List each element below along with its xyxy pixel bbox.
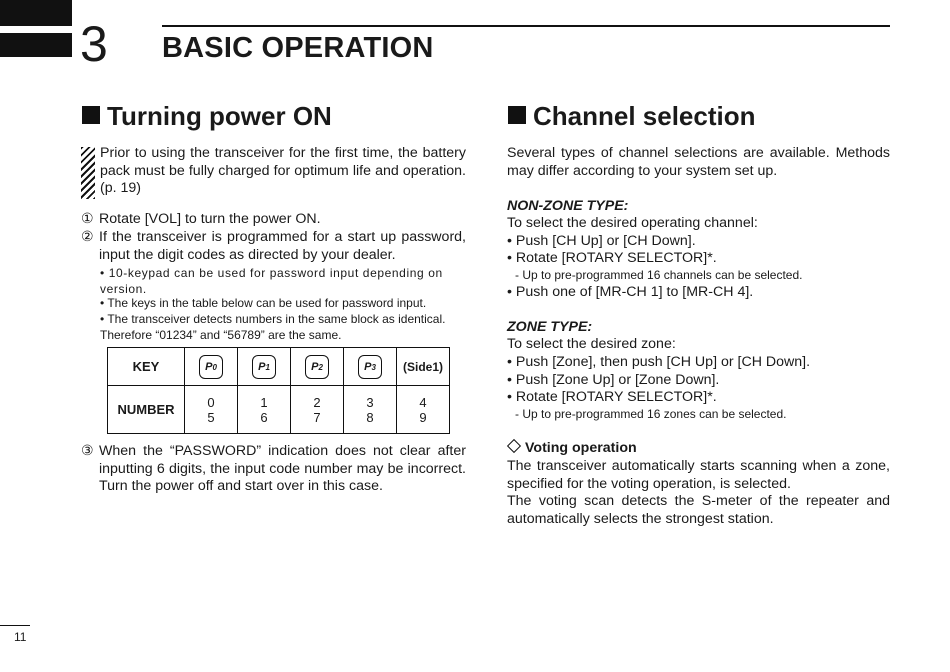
chapter-number: 3 (80, 16, 108, 72)
list-item: • Rotate [ROTARY SELECTOR]*. (507, 250, 717, 266)
p2-key-icon: P2 (305, 355, 329, 379)
key-subscript: 0 (212, 362, 217, 372)
square-bullet-icon (508, 106, 526, 124)
key-cell (185, 348, 238, 386)
password-key-table (107, 347, 450, 434)
voting-title (507, 440, 890, 458)
table-row (108, 348, 450, 386)
zone-intro: To select the desired zone: (507, 336, 676, 352)
digit: 7 (313, 409, 321, 425)
digit: 6 (260, 409, 268, 425)
channel-intro: Several types of channel selections are available. Methods may differ according to your system set up. (507, 145, 890, 179)
section-heading-text: Turning power ON (107, 101, 332, 131)
list-item: • Push one of [MR-CH 1] to [MR-CH 4]. (507, 284, 754, 300)
key-subscript: 3 (371, 362, 376, 372)
step-text: If the transceiver is programmed for a start up password, input the digit codes as directed by your dealer. (99, 229, 466, 263)
step-number: ① (81, 211, 94, 227)
chapter-title: BASIC OPERATION (162, 32, 434, 64)
section-heading-power (82, 100, 332, 132)
digit: 1 (260, 394, 268, 410)
key-subscript: 1 (265, 362, 270, 372)
step-number: ③ (81, 443, 94, 459)
number-cell (238, 386, 291, 434)
voting-paragraph: The voting scan detects the S-meter of the repeater and automatically selects the strongest station. (507, 493, 890, 527)
step-number: ② (81, 229, 94, 245)
number-cell (291, 386, 344, 434)
key-cell (291, 348, 344, 386)
voting-title-text: Voting operation (525, 440, 637, 456)
digit: 2 (313, 394, 321, 410)
key-subscript: 2 (318, 362, 323, 372)
number-header: NUMBER (108, 386, 185, 434)
square-bullet-icon (82, 106, 100, 124)
zone-title: ZONE TYPE: (507, 319, 593, 335)
password-bullet: • The transceiver detects numbers in the same block as identical. Therefore “01234” and “56789” are the same. (100, 312, 446, 342)
chapter-tab-bar (0, 0, 72, 26)
footer-rule (0, 625, 30, 626)
number-cell (397, 386, 450, 434)
chapter-tab-bar (0, 33, 72, 57)
battery-note: Prior to using the transceiver for the first time, the battery pack must be fully charged for optimum life and operation. (p. 19) (100, 145, 466, 197)
digit: 5 (207, 409, 215, 425)
voting-paragraph: The transceiver automatically starts scanning when a zone, specified for the voting operation, is selected. (507, 458, 890, 492)
diamond-icon (507, 439, 521, 453)
list-subnote: - Up to pre-programmed 16 zones can be selected. (515, 407, 787, 421)
list-item: • Rotate [ROTARY SELECTOR]*. (507, 389, 717, 405)
password-bullet: • 10-keypad can be used for password input depending on version. (100, 266, 443, 296)
side1-key-cell: (Side1) (397, 348, 450, 386)
caution-hatch-icon (81, 147, 95, 199)
p1-key-icon: P1 (252, 355, 276, 379)
list-item: • Push [Zone Up] or [Zone Down]. (507, 372, 720, 388)
step-text: Rotate [VOL] to turn the power ON. (99, 211, 321, 227)
number-cell (185, 386, 238, 434)
step-1 (81, 211, 466, 229)
list-item: • Push [Zone], then push [CH Up] or [CH Down]. (507, 354, 811, 370)
list-item: • Push [CH Up] or [CH Down]. (507, 233, 696, 249)
digit: 8 (366, 409, 374, 425)
key-header: KEY (108, 348, 185, 386)
password-bullet: • The keys in the table below can be used for password input. (100, 296, 427, 310)
digit: 9 (419, 409, 427, 425)
p3-key-icon: P3 (358, 355, 382, 379)
p0-key-icon: P0 (199, 355, 223, 379)
header-rule (162, 25, 890, 27)
digit: 0 (207, 394, 215, 410)
list-subnote: - Up to pre-programmed 16 channels can be selected. (515, 268, 803, 282)
step-text: When the “PASSWORD” indication does not clear after inputting 6 digits, the input code number may be incorrect. Turn the power off and start over in this case. (99, 443, 466, 495)
non-zone-title: NON-ZONE TYPE: (507, 198, 629, 214)
section-heading-channel (508, 100, 756, 132)
number-cell (344, 386, 397, 434)
digit: 4 (419, 394, 427, 410)
table-row (108, 386, 450, 434)
step-2 (81, 229, 466, 263)
step-3 (81, 443, 466, 495)
non-zone-intro: To select the desired operating channel: (507, 215, 758, 231)
section-heading-text: Channel selection (533, 101, 756, 131)
key-cell (344, 348, 397, 386)
digit: 3 (366, 394, 374, 410)
page-number: 11 (14, 630, 27, 644)
key-cell (238, 348, 291, 386)
